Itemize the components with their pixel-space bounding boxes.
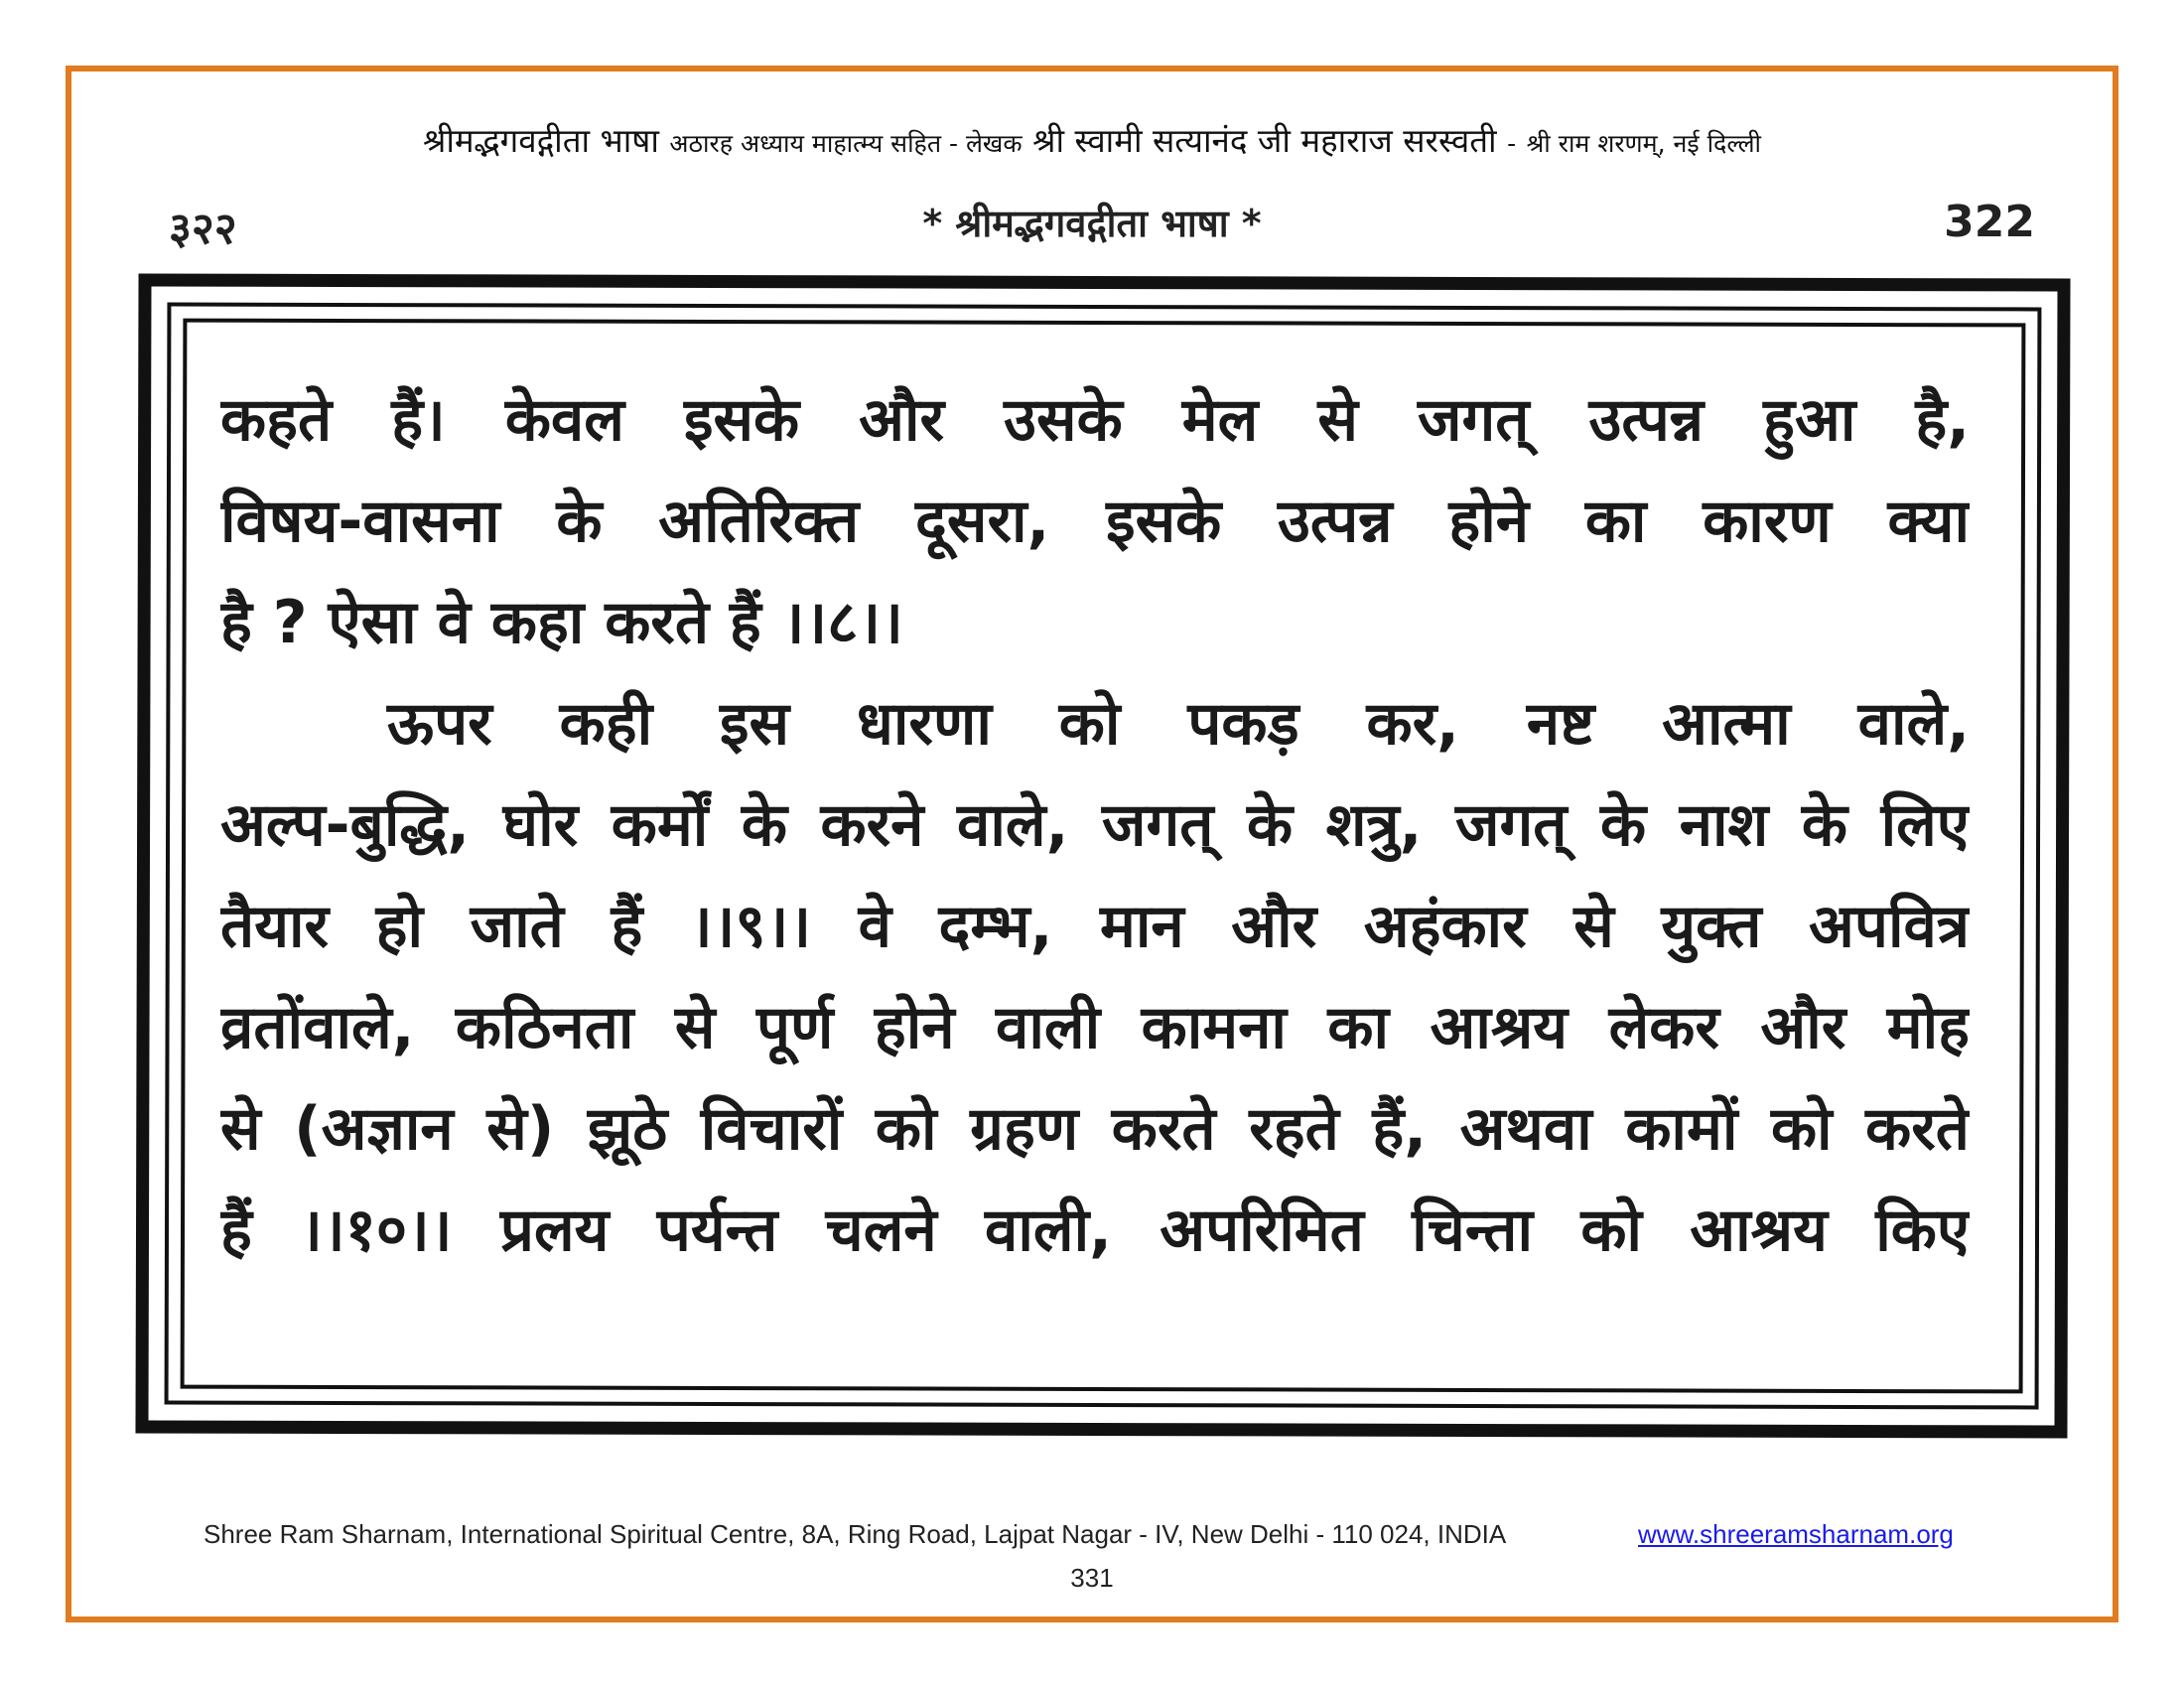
text-line: से (अज्ञान से) झूठे विचारों को ग्रहण करते रहते हैं, अथवा कामों को करते (220, 1094, 1970, 1164)
header-subtitle: अठारह अध्याय माहात्म्य सहित - लेखक (669, 129, 1023, 158)
verse-text (220, 369, 1970, 1281)
running-head: * श्रीमद्भगवद्गीता भाषा * (922, 202, 1262, 245)
header-author: श्री स्वामी सत्यानंद जी महाराज सरस्वती (1032, 121, 1497, 160)
footer-page-number: 331 (1070, 1563, 1114, 1593)
header-separator: - (1507, 129, 1517, 158)
text-line: तैयार हो जाते हैं ।।९।। वे दम्भ, मान और अहंकार से युक्त अपवित्र (220, 892, 1970, 961)
book-title: श्रीमद्भगवद्गीता भाषा (422, 121, 659, 160)
header-publisher: श्री राम शरणम्, नई दिल्ली (1526, 129, 1762, 158)
page-header (119, 117, 2065, 162)
footer-address: Shree Ram Sharnam, International Spiritual Centre, 8A, Ring Road, Lajpat Nagar - IV, New Delhi - 110 024, INDIA (204, 1519, 1507, 1549)
text-line: ऊपर कही इस धारणा को पकड़ कर, नष्ट आत्मा वाले, (387, 689, 1970, 759)
page-number: 322 (1944, 197, 2035, 247)
text-line: कहते हैं। केवल इसके और उसके मेल से जगत् उत्पन्न हुआ है, (220, 385, 1970, 455)
text-line: हैं ।।१०।। प्रलय पर्यन्त चलने वाली, अपरिमित चिन्ता को आश्रय किए (220, 1196, 1970, 1265)
text-line: है ? ऐसा वे कहा करते हैं ।।८।। (220, 588, 903, 657)
text-line: अल्प-बुद्धि, घोर कर्मों के करने वाले, जगत् के शत्रु, जगत् के नाश के लिए (220, 790, 1970, 860)
page-number-devanagari: ३२२ (169, 204, 237, 254)
website-link[interactable]: www.shreeramsharnam.org (1638, 1519, 1954, 1549)
text-line: व्रतोंवाले, कठिनता से पूर्ण होने वाली कामना का आश्रय लेकर और मोह (220, 993, 1970, 1062)
text-line: विषय-वासना के अतिरिक्त दूसरा, इसके उत्पन्न होने का कारण क्या (220, 487, 1970, 556)
